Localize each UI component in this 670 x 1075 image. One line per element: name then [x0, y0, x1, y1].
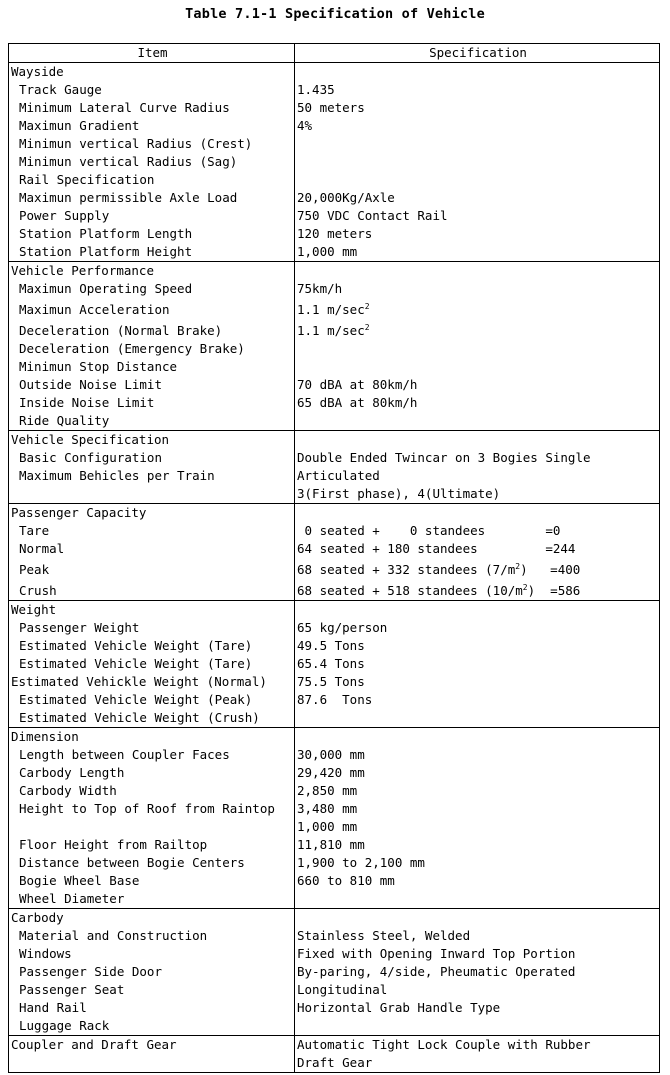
item-value: 87.6 Tons [297, 692, 373, 707]
section-name-value [297, 601, 659, 619]
section-name: Passenger Capacity [11, 505, 147, 520]
item-value: 750 VDC Contact Rail [297, 208, 448, 223]
item-label: Minimun Stop Distance [19, 359, 178, 374]
section-items [9, 601, 295, 728]
item-value [297, 412, 659, 430]
section-name: Vehicle Performance [11, 263, 154, 278]
item-value: 29,420 mm [297, 765, 365, 780]
item-value: Fixed with Opening Inward Top Portion [297, 946, 576, 961]
section-values [295, 63, 660, 262]
item-label: Normal [19, 541, 65, 556]
section-row [9, 262, 660, 431]
item-value: 65.4 Tons [297, 656, 365, 671]
item-label: Station Platform Length [19, 226, 193, 241]
section-name-value [297, 504, 659, 522]
item-label: Maximum Behicles per Train [19, 468, 215, 483]
item-value: 70 dBA at 80km/h [297, 377, 418, 392]
item-value: 120 meters [297, 226, 373, 241]
item-label: Peak [19, 562, 50, 577]
item-label: Bogie Wheel Base [19, 873, 140, 888]
item-value-superscript: 2 [522, 582, 528, 592]
item-label: Basic Configuration [19, 450, 162, 465]
item-label: Floor Height from Railtop [19, 837, 208, 852]
item-value [297, 1017, 659, 1035]
section-name: Dimension [11, 729, 79, 744]
item-value-suffix: ) =400 [520, 562, 581, 577]
section-row [9, 1036, 660, 1073]
item-value [297, 153, 659, 171]
item-label: Carbody Width [19, 783, 117, 798]
item-value [297, 358, 659, 376]
item-label: Luggage Rack [19, 1018, 110, 1033]
section-items [9, 63, 295, 262]
item-value-superscript: 2 [515, 561, 521, 571]
item-label: Windows [19, 946, 72, 961]
item-label: Station Platform Height [19, 244, 193, 259]
item-value: 1.435 [297, 82, 335, 97]
item-value: 20,000Kg/Axle [297, 190, 395, 205]
item-label: Carbody Length [19, 765, 125, 780]
header-spec: Specification [295, 44, 660, 63]
item-value: 75.5 Tons [297, 674, 365, 689]
item-label: Minimun vertical Radius (Crest) [19, 136, 253, 151]
section-row [9, 601, 660, 728]
item-label: Outside Noise Limit [19, 377, 162, 392]
item-value: 3(First phase), 4(Ultimate) [297, 486, 501, 501]
item-value: 65 dBA at 80km/h [297, 395, 418, 410]
item-label: Distance between Bogie Centers [19, 855, 245, 870]
item-value: 49.5 Tons [297, 638, 365, 653]
item-label: Maximun Acceleration [19, 302, 170, 317]
item-value: 1,000 mm [297, 819, 358, 834]
header-item: Item [9, 44, 295, 63]
item-value: 50 meters [297, 100, 365, 115]
section-items [9, 1036, 295, 1073]
item-label: Passenger Side Door [19, 964, 162, 979]
item-label [11, 1054, 294, 1072]
item-value [297, 135, 659, 153]
section-items [9, 728, 295, 909]
item-value: 65 kg/person [297, 620, 388, 635]
table-title: Table 7.1-1 Specification of Vehicle [185, 6, 485, 22]
item-value: 3,480 mm [297, 801, 358, 816]
item-value: Horizontal Grab Handle Type [297, 1000, 501, 1015]
section-values [295, 431, 660, 504]
spec-body [9, 63, 660, 1073]
item-value: 1,900 to 2,100 mm [297, 855, 425, 870]
item-value [297, 558, 659, 579]
header-row [9, 44, 660, 63]
item-value: Longitudinal [297, 982, 388, 997]
item-label: Minimum Lateral Curve Radius [19, 100, 230, 115]
item-value: 660 to 810 mm [297, 873, 395, 888]
item-value-text: 68 seated + 518 standees (10/m [297, 583, 523, 598]
item-label: Maximun Operating Speed [19, 281, 193, 296]
section-items [9, 431, 295, 504]
item-value: 0 seated + 0 standees =0 [297, 523, 561, 538]
item-label: Material and Construction [19, 928, 208, 943]
item-value: Articulated [297, 468, 380, 483]
section-row [9, 63, 660, 262]
section-items [9, 504, 295, 601]
item-label: Ride Quality [19, 413, 110, 428]
item-value: Double Ended Twincar on 3 Bogies Single [297, 450, 591, 465]
section-row [9, 728, 660, 909]
spec-table [8, 43, 660, 1073]
item-value-superscript: 2 [364, 322, 370, 332]
section-name-value [297, 262, 659, 280]
section-name: Coupler and Draft Gear [11, 1037, 177, 1052]
section-values [295, 728, 660, 909]
item-value: 11,810 mm [297, 837, 365, 852]
item-label: Hand Rail [19, 1000, 87, 1015]
item-label: Height to Top of Roof from Raintop [19, 801, 275, 816]
item-value-suffix: ) =586 [527, 583, 581, 598]
item-label: Maximun permissible Axle Load [19, 190, 238, 205]
item-label [11, 818, 294, 836]
section-name-value [297, 431, 659, 449]
item-value: 4% [297, 118, 313, 133]
item-label: Deceleration (Emergency Brake) [19, 341, 245, 356]
item-label: Maximun Gradient [19, 118, 140, 133]
section-values [295, 504, 660, 601]
section-values [295, 262, 660, 431]
section-values [295, 601, 660, 728]
item-label: Inside Noise Limit [19, 395, 155, 410]
item-value [297, 890, 659, 908]
section-name: Carbody [11, 910, 64, 925]
section-values [295, 1036, 660, 1073]
item-label: Wheel Diameter [19, 891, 125, 906]
item-value [297, 709, 659, 727]
section-name: Weight [11, 602, 57, 617]
item-label: Estimated Vehicle Weight (Tare) [19, 638, 253, 653]
item-value [297, 171, 659, 189]
section-name-value [297, 728, 659, 746]
item-value-text: 68 seated + 332 standees (7/m [297, 562, 516, 577]
section-row [9, 909, 660, 1036]
item-value: 30,000 mm [297, 747, 365, 762]
section-name-value [297, 909, 659, 927]
item-value: Stainless Steel, Welded [297, 928, 471, 943]
item-value: Draft Gear [297, 1055, 373, 1070]
item-label: Power Supply [19, 208, 110, 223]
item-label: Estimated Vehicle Weight (Tare) [19, 656, 253, 671]
section-items [9, 262, 295, 431]
item-value-text: 1.1 m/sec [297, 323, 365, 338]
item-label: Track Gauge [19, 82, 102, 97]
item-label: Crush [19, 583, 57, 598]
item-label: Estimated Vehickle Weight (Normal) [11, 674, 267, 689]
section-row [9, 431, 660, 504]
section-row [9, 504, 660, 601]
item-label: Rail Specification [19, 172, 155, 187]
item-value: 1,000 mm [297, 244, 358, 259]
item-value: 2,850 mm [297, 783, 358, 798]
item-value: By-paring, 4/side, Pheumatic Operated [297, 964, 576, 979]
item-value [297, 298, 659, 319]
item-label: Minimun vertical Radius (Sag) [19, 154, 238, 169]
section-name: Vehicle Specification [11, 432, 170, 447]
item-label: Length between Coupler Faces [19, 747, 230, 762]
item-value [297, 319, 659, 340]
section-name: Wayside [11, 64, 64, 79]
item-label: Tare [19, 523, 50, 538]
section-values [295, 909, 660, 1036]
section-items [9, 909, 295, 1036]
item-value-superscript: 2 [364, 301, 370, 311]
item-label [11, 485, 294, 503]
item-label: Passenger Weight [19, 620, 140, 635]
item-label: Deceleration (Normal Brake) [19, 323, 223, 338]
item-label: Passenger Seat [19, 982, 125, 997]
section-name-value: Automatic Tight Lock Couple with Rubber [297, 1037, 591, 1052]
item-label: Estimated Vehicle Weight (Crush) [19, 710, 260, 725]
item-value: 64 seated + 180 standees =244 [297, 541, 576, 556]
item-value [297, 579, 659, 600]
item-label: Estimated Vehicle Weight (Peak) [19, 692, 253, 707]
item-value [297, 340, 659, 358]
item-value-text: 1.1 m/sec [297, 302, 365, 317]
section-name-value [297, 63, 659, 81]
item-value: 75km/h [297, 281, 343, 296]
